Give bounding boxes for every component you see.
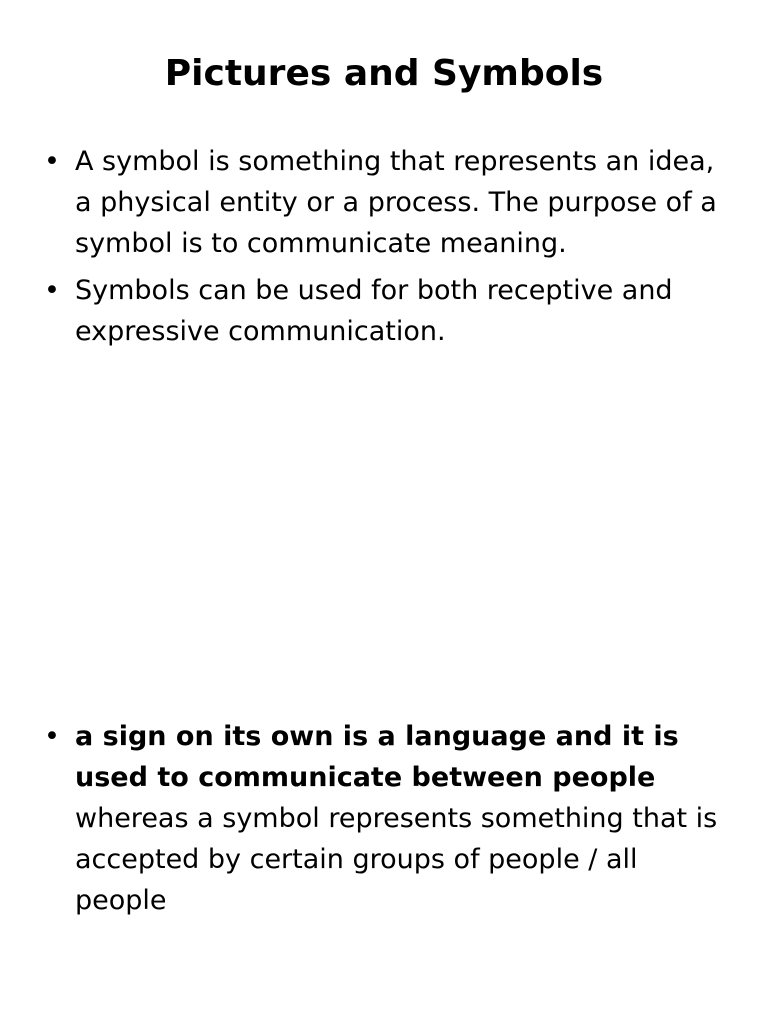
bullet-item: [44, 270, 734, 352]
bullet-item: [44, 141, 734, 264]
bullet-dot-icon: •: [44, 721, 60, 752]
bullet-text: Symbols can be used for both receptive and expressive communication.: [75, 275, 673, 347]
bullet-dot-icon: •: [44, 275, 60, 306]
bullet-item: [44, 716, 734, 921]
bullet-bold-text: a sign on its own is a language and it is used to communicate between people: [75, 721, 679, 793]
bullet-list-bottom: [44, 716, 734, 927]
slide-title: Pictures and Symbols: [164, 53, 604, 94]
bullet-list-top: [44, 141, 734, 358]
bullet-normal-text: whereas a symbol represents something that is accepted by certain groups of people / all people: [75, 803, 718, 916]
bullet-dot-icon: •: [44, 146, 60, 177]
bullet-text: A symbol is something that represents an idea, a physical entity or a process. The purpose of a symbol is to communicate meaning.: [75, 146, 717, 259]
